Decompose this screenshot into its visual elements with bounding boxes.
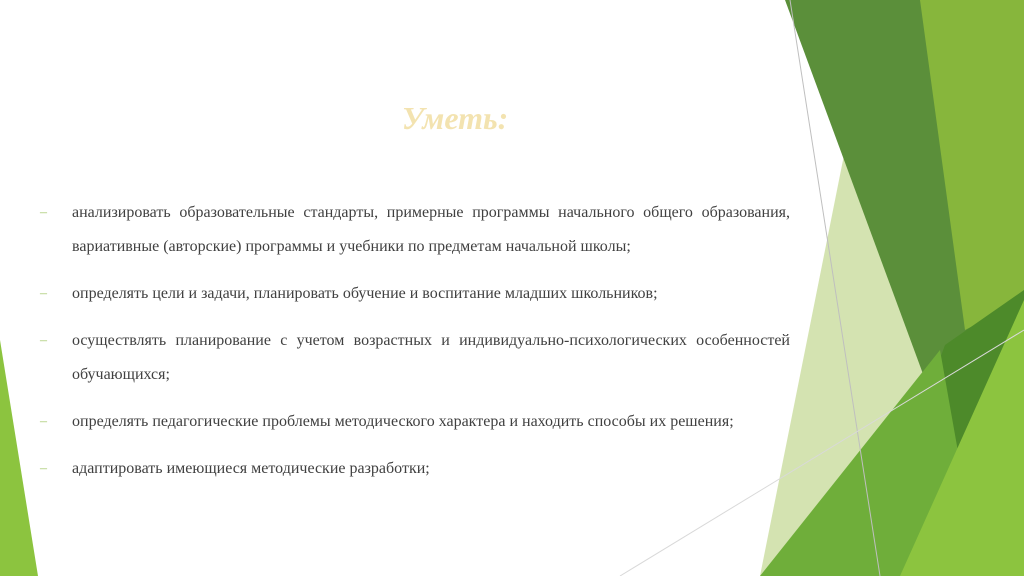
list-item-text: определять цели и задачи, планировать обучение и воспитание младших школьников; (72, 285, 658, 302)
dash-bullet-icon: – (40, 414, 47, 429)
dash-bullet-icon: – (40, 286, 47, 301)
list-item-text: адаптировать имеющиеся методические разработки; (72, 460, 430, 477)
list-item (40, 277, 790, 311)
list-item-text: анализировать образовательные стандарты, примерные программы начального общего образования, вариативные (авторские) программы и учебники по предметам начальной школы; (72, 204, 790, 255)
list-item-text: определять педагогические проблемы методического характера и находить способы их решения; (72, 413, 734, 430)
list-item (40, 196, 790, 264)
bullet-list (40, 196, 790, 499)
dash-bullet-icon: – (40, 461, 47, 476)
list-item (40, 405, 790, 439)
list-item (40, 324, 790, 392)
slide-title: Уметь: (401, 100, 509, 136)
dash-bullet-icon: – (40, 205, 47, 220)
dash-bullet-icon: – (40, 333, 47, 348)
left-green-shape (0, 340, 38, 576)
list-item-text: осуществлять планирование с учетом возрастных и индивидуально-психологических особенностей обучающихся; (72, 332, 790, 383)
list-item (40, 452, 790, 486)
